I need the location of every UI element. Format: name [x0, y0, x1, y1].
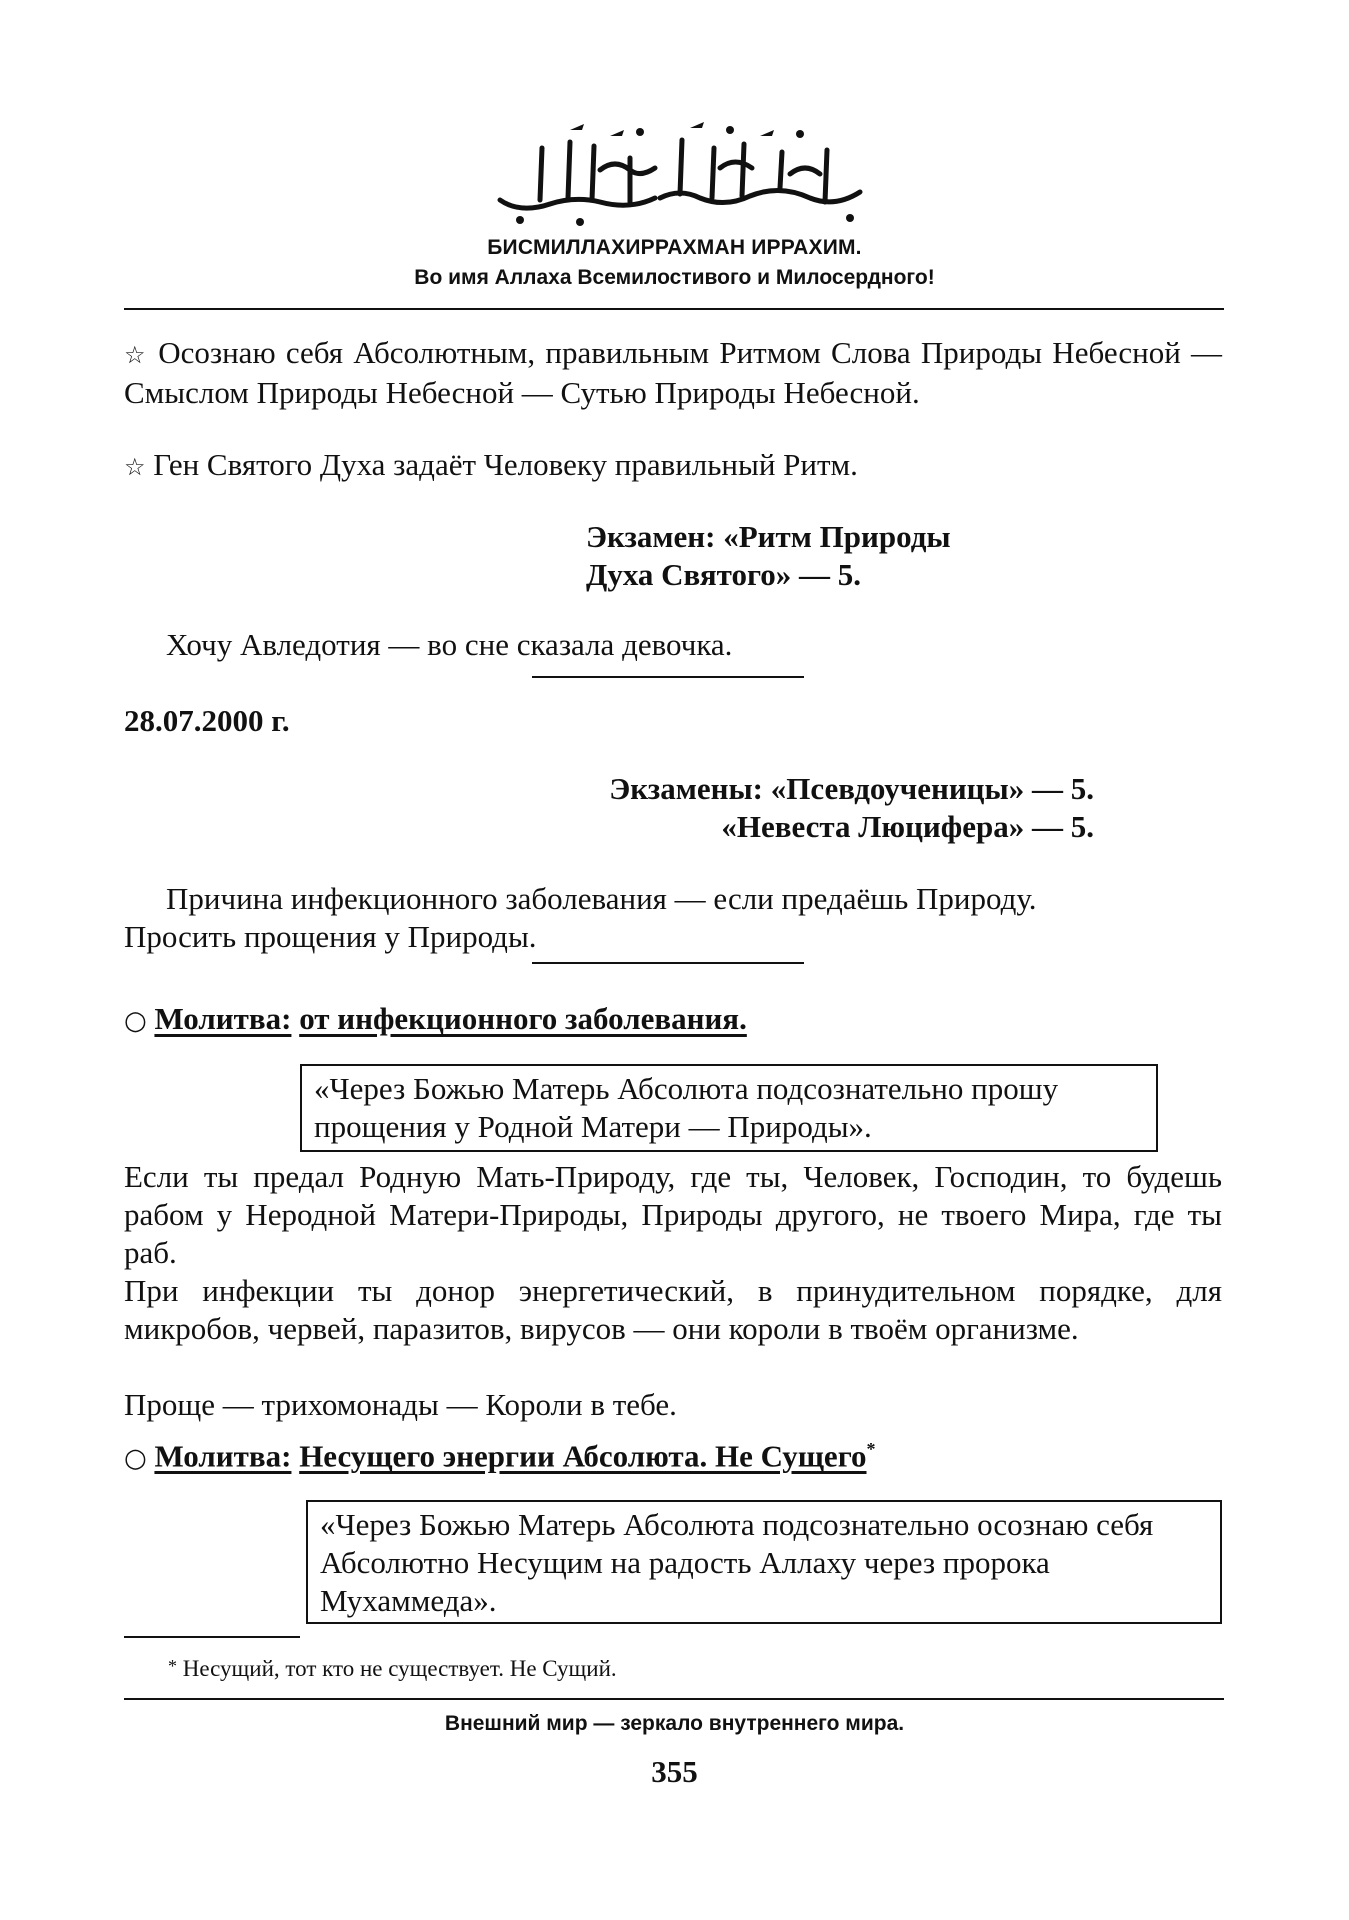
prayer-label: Молитва: [154, 1001, 292, 1036]
footer-rule [124, 1698, 1224, 1700]
section-separator [532, 962, 804, 964]
exam-results-2 [500, 770, 1094, 846]
prayer-title: Несущего энергии Абсолюта. Не Сущего [299, 1438, 867, 1474]
prayer-heading-2 [124, 1430, 1174, 1477]
header-rule [124, 308, 1224, 310]
paragraph-text: Осознаю себя Абсолютным, правильным Ритмом Слова Природы Небесной — Смыслом Природы Небесной — Сутью Природы Небесной. [124, 335, 1223, 410]
exam-line: Экзамен: «Ритм Природы [586, 519, 951, 554]
star-icon: ☆ [124, 453, 146, 481]
footnote-separator [124, 1636, 300, 1638]
page-number: 355 [651, 1754, 698, 1789]
affirmation-paragraph-2 [124, 446, 1222, 486]
footnote-marker: * [866, 1439, 876, 1459]
exam-line: Экзамены: «Псевдоученицы» — 5. [609, 771, 1094, 806]
affirmation-paragraph-1 [124, 334, 1222, 412]
cause-line: Просить прощения у Природы. [124, 919, 537, 954]
exam-line: Духа Святого» — 5. [586, 557, 862, 592]
prayer-title: от инфекционного заболевания. [299, 1001, 747, 1036]
paragraph-trichomonads: Проще — трихомонады — Короли в тебе. [124, 1387, 677, 1422]
footnote [168, 1656, 1168, 1682]
section-separator [532, 676, 804, 678]
footnote-mark: * [168, 1656, 177, 1676]
paragraph-infection: При инфекции ты донор энергетический, в принудительном порядке, для микробов, червей, паразитов, вирусов — они короли в твоём организме. [124, 1273, 1222, 1346]
exam-line: «Невеста Люцифера» — 5. [721, 809, 1094, 844]
exam-result-1 [586, 518, 1226, 594]
entry-date: 28.07.2000 г. [124, 703, 290, 738]
star-icon: ☆ [124, 341, 148, 369]
circle-icon: ○ [124, 1443, 147, 1474]
prayer-heading-1 [124, 1000, 1124, 1040]
cause-line: Причина инфекционного заболевания — если предаёшь Природу. [166, 881, 1037, 916]
footnote-text: Несущий, тот кто не существует. Не Сущий. [182, 1656, 617, 1681]
prayer-text-box-1: «Через Божью Матерь Абсолюта подсознательно прошу прощения у Родной Матери — Природы». [300, 1064, 1158, 1152]
paragraph-betrayal: Если ты предал Родную Мать-Природу, где ты, Человек, Господин, то будешь рабом у Неродной Матери-Природы, Природы другого, не твоего Мира, где ты раб. [124, 1159, 1222, 1270]
bismillah-calligraphy [480, 118, 880, 228]
header-subtitle: Во имя Аллаха Всемилостивого и Милосердного! [414, 266, 935, 289]
infection-cause [124, 880, 1224, 956]
prayer-text-box-2: «Через Божью Матерь Абсолюта подсознательно осознаю себя Абсолютно Несущим на радость Аллаху через пророка Мухаммеда». [306, 1500, 1222, 1624]
footer-motto: Внешний мир — зеркало внутреннего мира. [444, 1712, 905, 1735]
paragraph-text: Ген Святого Духа задаёт Человеку правильный Ритм. [153, 447, 858, 482]
dream-note: Хочу Авледотия — во сне сказала девочка. [166, 627, 733, 662]
circle-icon: ○ [124, 1006, 147, 1036]
header-title: БИСМИЛЛАХИРРАХМАН ИРРАХИМ. [487, 236, 862, 259]
prayer-label: Молитва: [154, 1438, 292, 1474]
